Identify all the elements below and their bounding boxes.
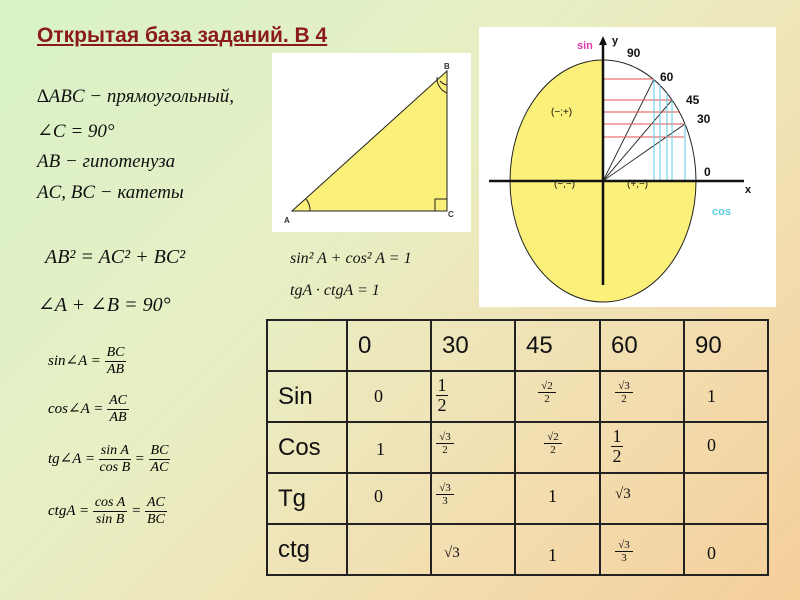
unit-circle-panel bbox=[479, 27, 776, 307]
given-triangle: ∆ABC − прямоугольный, bbox=[37, 86, 235, 107]
ctg-ratio-num2: AC bbox=[145, 495, 167, 512]
given-angle: ∠C = 90° bbox=[37, 121, 115, 142]
sin-45-num: √2 bbox=[538, 380, 556, 393]
cos-60-num: 1 bbox=[612, 426, 622, 446]
tg-30-num: √3 bbox=[436, 482, 454, 495]
sin-ratio bbox=[48, 345, 126, 378]
identity-tg-ctg: tgA · ctgA = 1 bbox=[290, 282, 380, 299]
given-legs: AC, BC − катеты bbox=[37, 182, 184, 203]
vertex-b-label: B bbox=[444, 62, 450, 71]
header-45: 45 bbox=[515, 320, 600, 371]
sin-ratio-label: sin∠A = bbox=[48, 353, 101, 370]
cos-ratio-den: AB bbox=[109, 410, 127, 426]
ctg-ratio: ctgA = $\frac{\text{cos A}}{\text{sin B}}$ = $\frac{AC}{BC}$ bbox=[48, 495, 165, 528]
sin-30-den: 2 bbox=[437, 394, 447, 415]
sin-axis-label: sin bbox=[577, 40, 593, 52]
row-label-tg: Tg bbox=[267, 473, 347, 524]
x-axis-label: x bbox=[745, 184, 752, 196]
cos-90-value: 0 bbox=[707, 435, 716, 455]
tg-ratio-label: tg∠A = bbox=[48, 451, 95, 468]
sin-60-den: 2 bbox=[621, 393, 627, 406]
cos-axis-label: cos bbox=[712, 206, 731, 218]
vertex-c-label: C bbox=[448, 210, 454, 219]
table-row-sin bbox=[267, 371, 768, 422]
cos-0-value: 1 bbox=[376, 439, 385, 459]
y-axis-label: y bbox=[612, 35, 619, 47]
table-row-ctg bbox=[267, 524, 768, 575]
angle-30-label: 30 bbox=[697, 112, 711, 126]
tg-ratio: tg∠A = $\frac{\text{sin A}}{\text{cos B}}$ = $\frac{BC}{AC}$ bbox=[48, 443, 169, 476]
tg-0-value: 0 bbox=[374, 486, 383, 506]
angle-0-label: 0 bbox=[704, 165, 711, 179]
cos-30-den: 2 bbox=[442, 444, 448, 457]
sin-60-num: √3 bbox=[615, 380, 633, 393]
ctg-60-den: 3 bbox=[621, 552, 627, 565]
cos-ratio-num: AC bbox=[107, 393, 129, 410]
quadrant-3-sign: (−;−) bbox=[554, 179, 576, 190]
table-header-row bbox=[267, 320, 768, 371]
row-label-sin: Sin bbox=[267, 371, 347, 422]
sin-30-num: 1 bbox=[437, 375, 447, 395]
table-corner-cell bbox=[267, 320, 347, 371]
angle-sum-formula: ∠A + ∠B = 90° bbox=[38, 294, 171, 316]
triangle-panel bbox=[272, 53, 471, 232]
angle-90-label: 90 bbox=[627, 46, 641, 60]
header-60: 60 bbox=[600, 320, 684, 371]
angle-60-label: 60 bbox=[660, 70, 674, 84]
given-hypotenuse: AB − гипотенуза bbox=[37, 151, 176, 172]
tg-90-empty-cell bbox=[684, 473, 768, 524]
tg-60-value: √3 bbox=[615, 486, 631, 502]
ctg-30-value: √3 bbox=[444, 545, 460, 561]
sin-ratio-num: BC bbox=[105, 345, 127, 362]
tg-ratio-num1: sin A bbox=[99, 443, 131, 460]
pythagoras-formula: AB² = AC² + BC² bbox=[45, 246, 186, 268]
cos-30-num: √3 bbox=[436, 431, 454, 444]
tg-30-den: 3 bbox=[442, 495, 448, 508]
sin-45-den: 2 bbox=[544, 393, 550, 406]
ctg-ratio-den2: BC bbox=[146, 512, 165, 528]
sin-0-value: 0 bbox=[374, 386, 383, 406]
unit-circle-diagram bbox=[479, 27, 776, 307]
header-0: 0 bbox=[347, 320, 431, 371]
ctg-ratio-num1: cos A bbox=[93, 495, 127, 512]
table-row-tg bbox=[267, 473, 768, 524]
ctg-ratio-den1: sin B bbox=[95, 512, 125, 528]
cos-ratio-label: cos∠A = bbox=[48, 401, 104, 418]
tg-ratio-num2: BC bbox=[149, 443, 171, 460]
cos-45-den: 2 bbox=[550, 444, 556, 457]
ctg-ratio-label: ctgA = bbox=[48, 503, 90, 520]
sin-ratio-den: AB bbox=[106, 362, 125, 378]
angle-45-label: 45 bbox=[686, 93, 700, 107]
tg-ratio-den1: cos B bbox=[99, 460, 131, 476]
row-label-cos: Cos bbox=[267, 422, 347, 473]
header-30: 30 bbox=[431, 320, 515, 371]
ctg-0-empty-cell bbox=[347, 524, 431, 575]
page-title: Открытая база заданий. В 4 bbox=[37, 24, 328, 47]
ctg-45-value: 1 bbox=[548, 545, 557, 565]
ctg-60-num: √3 bbox=[615, 539, 633, 552]
tg-45-value: 1 bbox=[548, 486, 557, 506]
header-90: 90 bbox=[684, 320, 768, 371]
cos-45-num: √2 bbox=[544, 431, 562, 444]
quadrant-2-sign: (−;+) bbox=[551, 107, 573, 118]
vertex-a-label: A bbox=[284, 216, 290, 225]
row-label-ctg: ctg bbox=[267, 524, 347, 575]
right-triangle-diagram bbox=[272, 53, 471, 232]
sin-90-value: 1 bbox=[707, 386, 716, 406]
table-row-cos bbox=[267, 422, 768, 473]
ctg-90-value: 0 bbox=[707, 543, 716, 563]
tg-ratio-den2: AC bbox=[150, 460, 169, 476]
cos-60-den: 2 bbox=[612, 445, 622, 466]
quadrant-4-sign: (+;−) bbox=[627, 179, 649, 190]
cos-ratio bbox=[48, 393, 129, 426]
trig-values-table bbox=[266, 319, 769, 576]
identity-sin-cos: sin² A + cos² A = 1 bbox=[290, 250, 412, 267]
